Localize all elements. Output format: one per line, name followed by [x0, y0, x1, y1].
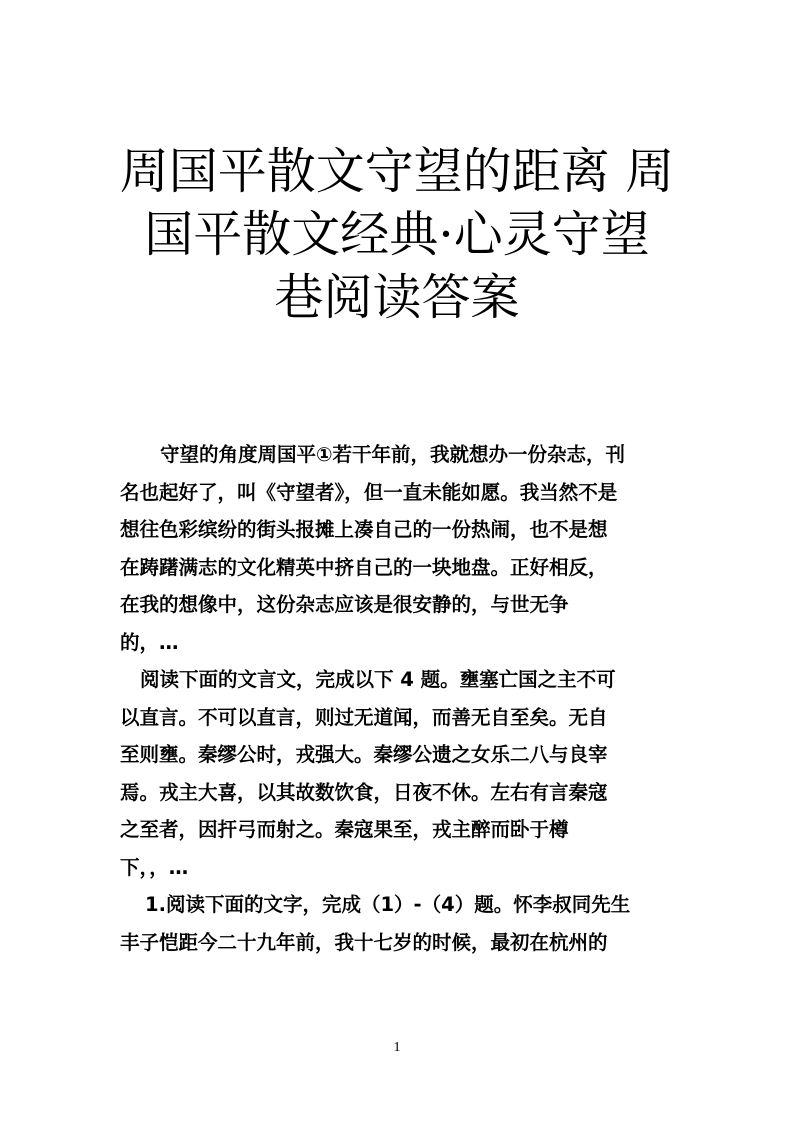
text-line: 至则壅。秦缪公时，戎强大。秦缪公遗之女乐二八与良宰: [120, 743, 608, 766]
text-line: 1.阅读下面的文字，完成（1）-（4）题。怀李叔同先生: [145, 893, 631, 916]
text-line: 名也起好了，叫《守望者》，但一直未能如愿。我当然不是: [120, 480, 618, 504]
text-line: 焉。戎主大喜，以其故数饮食，日夜不休。左右有言秦寇: [120, 780, 608, 804]
paragraph-li-shutong: [120, 886, 680, 961]
page-number: 1: [393, 1040, 401, 1055]
text-line: 下，，…: [120, 855, 189, 879]
title-line: 巷阅读答案: [274, 269, 520, 326]
text-line: 以直言。不可以直言，则过无道闻，而善无自至矣。无自: [120, 705, 608, 729]
text-line: 在踌躇满志的文化精英中挤自己的一块地盘。正好相反，: [120, 555, 608, 579]
title-line: 国平散文经典·心灵守望: [144, 206, 650, 263]
text-line: 想往色彩缤纷的街头报摊上凑自己的一份热闹，也不是想: [120, 518, 608, 541]
text-line: 守望的角度周国平①若干年前，我就想办一份杂志，刊: [160, 443, 626, 466]
document-title: [100, 140, 694, 329]
document-body: [120, 436, 680, 961]
title-line: 周国平散文守望的距离 周: [119, 143, 675, 200]
text-line: 之至者，因扞弓而射之。秦寇果至，戎主醉而卧于樽: [120, 818, 569, 841]
text-line: 丰子恺距今二十九年前，我十七岁的时候，最初在杭州的: [120, 930, 608, 954]
text-line: 的，…: [120, 630, 179, 654]
text-line: 阅读下面的文言文，完成以下 4 题。壅塞亡国之主不可: [140, 668, 616, 691]
paragraph-wenyanwen: [120, 661, 680, 886]
text-line: 在我的想像中，这份杂志应该是很安静的，与世无争: [120, 593, 569, 616]
paragraph-shouwang: [120, 436, 680, 661]
